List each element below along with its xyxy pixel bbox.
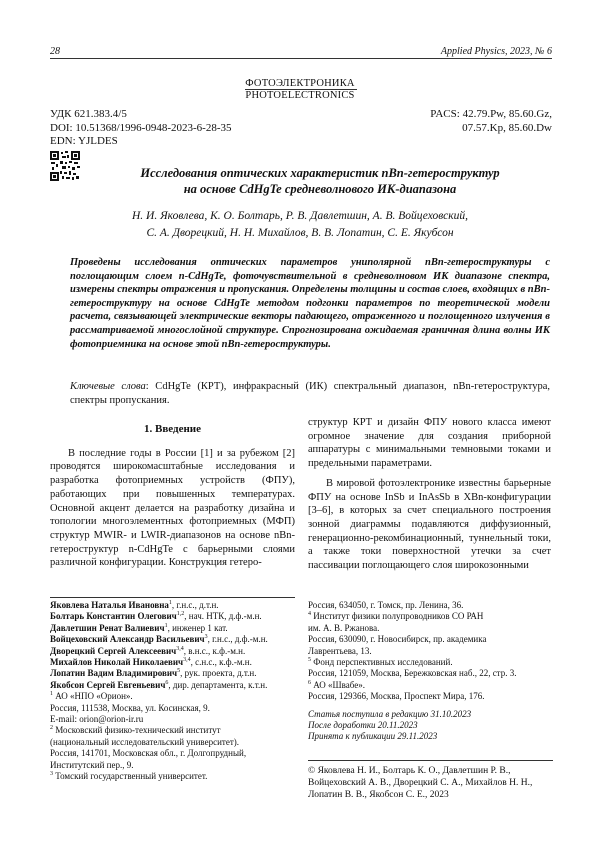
affiliation-4-line: Лаврентьева, 13. <box>308 645 372 656</box>
article-title <box>90 165 550 197</box>
copyright-line-2: Войцеховский А. В., Дворецкий С. А., Михайлов Н. Н., <box>308 778 533 788</box>
copyright-line-1: © Яковлева Н. И., Болтарь К. О., Давлетшин Р. В., <box>308 766 511 776</box>
affiliation-2-line: Россия, 141701, Московская обл., г. Долгопрудный, <box>50 748 247 759</box>
section-rule <box>245 89 357 90</box>
header-rule <box>50 58 552 59</box>
affiliation-footnotes <box>308 600 553 743</box>
section-heading-ru: ФОТОЭЛЕКТРОНИКА <box>245 78 355 89</box>
affiliation-4-line: им. А. В. Ржанова. <box>308 622 380 633</box>
doi: DOI: 10.51368/1996-0948-2023-6-28-35 <box>50 121 232 134</box>
keywords-text: : CdHgTe (КРТ), инфракрасный (ИК) спектральный диапазон, nBn-гетероструктура, спектры пропускания. <box>70 381 550 406</box>
keywords <box>70 380 550 408</box>
intro-paragraph-right-2: В мировой фотоэлектронике известны барьерные ФПУ на основе InSb и InAsSb в XBn-конфигурации [3–6], в которых за счет специального построения зонной диаграммы подавляются диффузионный, генерационно-рекомбинационный, туннельный токи, а также токи поверхностной утечки за счет пассивации поглощающего слоя широкозонными <box>308 477 551 572</box>
author-footnote: Давлетшин Ренат Валиевич$^1$, инженер 1 кат. <box>50 622 228 633</box>
received-date: Статья поступила в редакцию 31.10.2023 <box>308 708 472 719</box>
author-footnote: Михайлов Николай Николаевич$^{3,4}$, с.н.с., к.ф.-м.н. <box>50 657 252 668</box>
affiliation-5-line: Россия, 121059, Москва, Бережковская наб., 22, стр. 3. <box>308 668 517 679</box>
left-column <box>50 423 295 570</box>
affiliation-1-email: E-mail: orion@orion-ir.ru <box>50 714 144 725</box>
pacs-line-2: 07.57.Kp, 85.60.Dw <box>462 121 552 134</box>
title-line-1: Исследования оптических характеристик nBn-гетероструктур <box>140 166 500 180</box>
intro-paragraph-left: В последние годы в России [1] и за рубежом [2] проводятся широкомасштабные исследования и разработка фотоприемных устройств (ФПУ), работающих при повышенных температурах. Основной акцент делается на разработку дизайна и топологии многоэлементных фотоприемных (МФП) структур MWIR- и LWIR-диапазонов на основе nBn-гетероструктур n-CdHgTe с барьерными слоями различной конфигурации. Конструкция гетеро- <box>50 447 295 569</box>
affiliation-1-address: Россия, 111538, Москва, ул. Косинская, 9. <box>50 702 210 713</box>
pacs-line-1: PACS: 42.79.Pw, 85.60.Gz, <box>430 108 552 120</box>
affiliation-5: $^5$ Фонд перспективных исследований. <box>308 657 453 668</box>
affiliation-1: $^1$ АО «НПО «Орион». <box>50 691 133 702</box>
affiliation-2-line: Институтский пер., 9. <box>50 759 134 770</box>
affiliation-4-line: Россия, 630090, г. Новосибирск, пр. академика <box>308 634 487 645</box>
author-footnote: Войцеховский Александр Васильевич$^3$, г.н.с., д.ф.-м.н. <box>50 634 268 645</box>
title-line-2: на основе CdHgTe средневолнового ИК-диапазона <box>183 182 457 196</box>
affiliation-2: $^2$ Московский физико-технический институт <box>50 725 221 736</box>
copyright-rule <box>308 760 553 761</box>
qr-code-icon <box>50 151 80 181</box>
author-footnote: Дворецкий Сергей Алексеевич$^{3,4}$, в.н.с., к.ф.-м.н. <box>50 645 246 656</box>
accepted-date: Принята к публикации 29.11.2023 <box>308 731 438 742</box>
pacs <box>430 108 552 135</box>
footnote-rule <box>50 597 295 598</box>
abstract: Проведены исследования оптических параметров униполярной nBn-гетероструктуры с поглощающим слоем n-CdHgTe, фоточувствительной в средневолновом ИК диапазоне спектра, измерены спектры отражения и пропускания. Определены толщины и состав слоев, входящих в nBn-гетероструктуру на основе CdHgTe методом подгонки параметров по теоретической модели расчета, связывающей электрические векторы падающего, отраженного и поглощенного излучения в рассматриваемой многослойной структуре. Спрогнозирована ожидаемая граничная длина волны ИК фотоприемника на основе этой nBn-гетероструктуры. <box>70 257 550 350</box>
edn: EDN: YJLDES <box>50 135 118 147</box>
affiliation-6: $^6$ АО «Швабе». <box>308 679 365 690</box>
intro-paragraph-right-1: структур КРТ и дизайн ФПУ нового класса имеют огромное значение для создания приборной аппаратуры с минимальными темновыми токами и предельными параметрами. <box>308 417 551 470</box>
keywords-label: Ключевые слова <box>70 381 146 392</box>
revised-date: После доработки 20.11.2023 <box>308 720 418 731</box>
affiliation-4: $^4$ Институт физики полупроводников СО РАН <box>308 611 484 622</box>
page-number: 28 <box>50 46 60 57</box>
affiliation-6-line: Россия, 129366, Москва, Проспект Мира, 176. <box>308 691 485 702</box>
intro-heading: 1. Введение <box>143 423 202 435</box>
authors-line-2: С. А. Дворецкий, Н. Н. Михайлов, В. В. Лопатин, С. Е. Якубсон <box>146 227 454 239</box>
author-footnotes <box>50 600 295 783</box>
affiliation-2-line: (национальный исследовательский университет). <box>50 736 240 747</box>
affiliation-3: $^3$ Томский государственный университет. <box>50 771 208 782</box>
identifiers <box>50 108 231 149</box>
author-footnote: Якобсон Сергей Евгеньевич$^6$, дир. департамента, к.т.н. <box>50 679 268 690</box>
right-column <box>308 416 551 573</box>
author-footnote: Лопатин Вадим Владимирович$^5$, рук. проекта, д.т.н. <box>50 668 257 679</box>
section-heading-en: PHOTOELECTRONICS <box>245 90 355 101</box>
authors-line-1: Н. И. Яковлева, К. О. Болтарь, Р. В. Давлетшин, А. В. Войцеховский, <box>131 210 469 222</box>
journal-name: Applied Physics, 2023, № 6 <box>440 46 552 57</box>
udk: УДК 621.383.4/5 <box>50 108 127 120</box>
author-footnote: Болтарь Константин Олегович$^{1,2}$, нач. НТК, д.ф.-м.н. <box>50 611 262 622</box>
authors <box>60 208 540 242</box>
copyright <box>308 765 553 801</box>
section-heading <box>0 78 600 102</box>
copyright-line-3: Лопатин В. В., Якобсон С. Е., 2023 <box>308 790 449 800</box>
affiliation-3-address: Россия, 634050, г. Томск, пр. Ленина, 36. <box>308 600 464 610</box>
author-footnote: Яковлева Наталья Ивановна$^1$, г.н.с., д.т.н. <box>50 600 219 610</box>
